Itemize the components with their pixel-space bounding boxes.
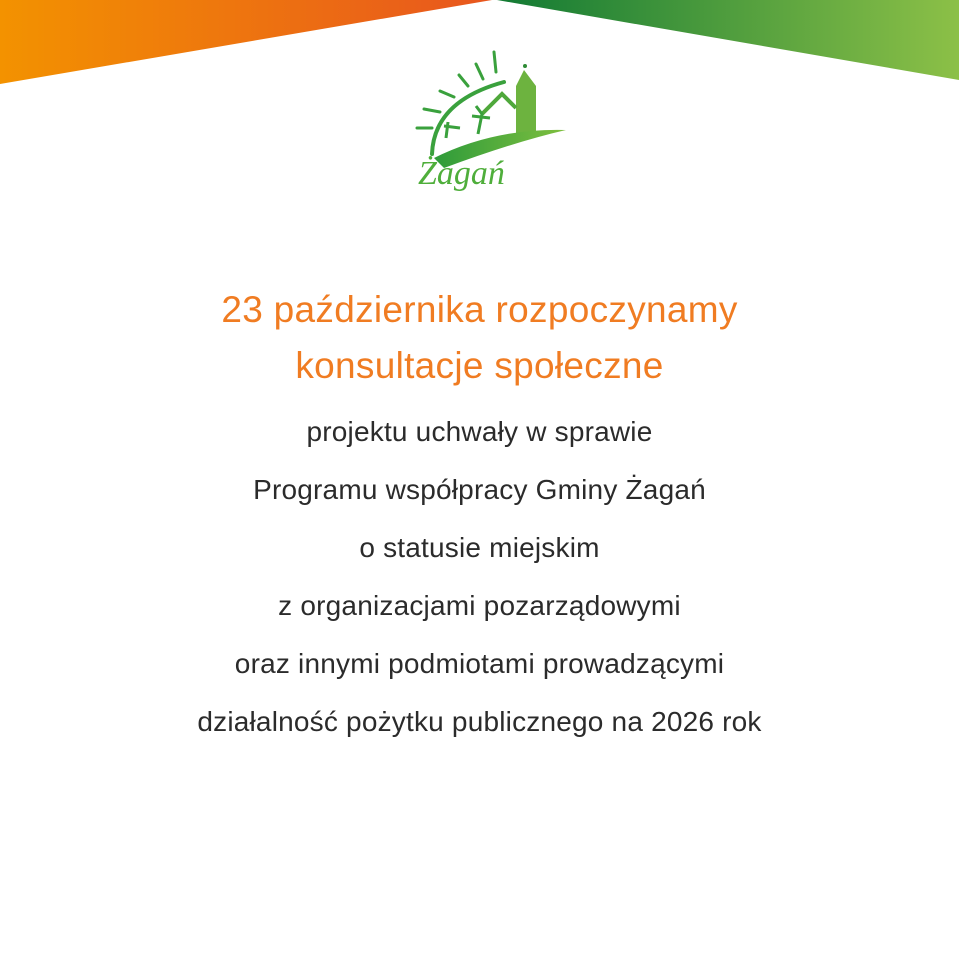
body-line-1: projektu uchwały w sprawie	[306, 416, 653, 447]
body-line-6: działalność pożytku publicznego na 2026 rok	[197, 706, 762, 737]
body-line-2: Programu współpracy Gminy Żagań	[253, 474, 706, 505]
logo-text: Żagań	[418, 155, 505, 191]
headline-line-2: konsultacje społeczne	[295, 345, 664, 386]
body-line-5: oraz innymi podmiotami prowadzącymi	[234, 648, 725, 679]
zagan-logo-icon	[404, 46, 574, 191]
body-line-4: z organizacjami pozarządowymi	[278, 590, 681, 621]
body-line-3: o statusie miejskim	[359, 532, 600, 563]
headline-line-1: 23 października rozpoczynamy	[221, 289, 738, 330]
